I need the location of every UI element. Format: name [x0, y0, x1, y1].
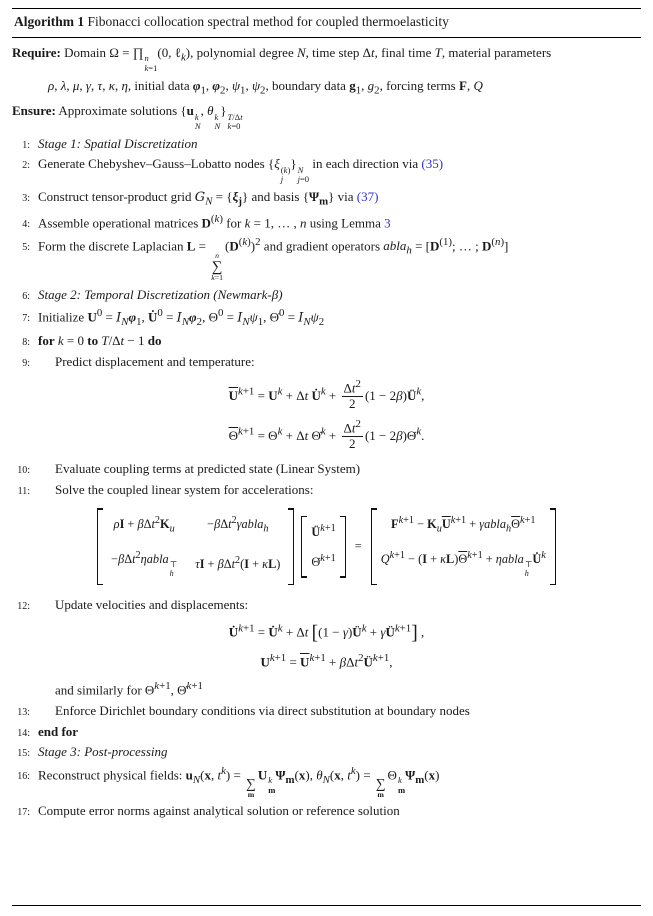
step-text: Reconstruct physical fields: $u_N(x$, $t^k$) = ∑ m U k m $\Psi_m(x)$, $\theta_N(x$, $t^k$) = ∑ m Θ k m $\Psi_m(x)$ — [38, 764, 440, 800]
lemma-ref-3[interactable]: 3 — [384, 215, 391, 231]
equation-linear-system — [12, 508, 641, 585]
followup-text: and similarly for $\Theta^{k+1}$, Θ̇$^{k+1}$ — [55, 680, 203, 698]
vector-cell-2: Θ̈$^{k+1}$ — [311, 553, 336, 570]
ensure-keyword: Ensure: — [12, 103, 56, 119]
line-number: 15: — [17, 748, 30, 760]
left-bracket — [371, 508, 376, 585]
require-keyword: Require: — [12, 44, 61, 60]
matrix-cell-12: −βΔt$^2$γabla$_h$ — [207, 515, 269, 535]
step-5 — [12, 236, 641, 283]
algorithm-title: Fibonacci collocation spectral method for coupled thermoelasticity — [87, 14, 449, 29]
line-number: 7: — [22, 313, 30, 325]
rhs-vector — [371, 508, 556, 585]
step-9 — [12, 354, 641, 371]
equation-update-line1: U̇$^{k+1}$ = U̇$^k$ + Δt [$(1 - \gamma)Ü^k$ + $\gamma Ü^{k+1}$] , — [228, 621, 425, 644]
step-text: end for — [38, 723, 79, 739]
line-number: 10: — [17, 465, 30, 477]
step-11 — [12, 482, 641, 499]
matrix-cell-11: $\rho I + \beta\Delta t^2K_u$ — [113, 515, 175, 535]
line-number: 4: — [22, 219, 30, 231]
update-followup — [12, 680, 641, 699]
line-number: 6: — [22, 290, 30, 302]
line-number: 8: — [22, 337, 30, 349]
step-text: Stage 1: Spatial Discretization — [38, 135, 198, 151]
step-15 — [12, 744, 641, 761]
line-number: 5: — [22, 242, 30, 254]
rhs-cell-1: $F^{k+1} - K_u\overline{U}^{k+1}$ + $\gamma abla_h\overline{\Theta}^{k+1}$ — [391, 515, 536, 535]
rhs-cell-2: $Q^{k+1} - (I + \kappa L)\overline{\Theta}^{k+1}$ + ηabla ⊤ h U̇$^k$ — [380, 549, 546, 578]
step-text: Evaluate coupling terms at predicted state (Linear System) — [55, 461, 361, 477]
left-bracket — [301, 516, 306, 578]
step-6 — [12, 287, 641, 304]
step-text: Stage 3: Post-processing — [38, 744, 168, 760]
step-12 — [12, 597, 641, 614]
right-bracket — [289, 508, 294, 585]
step-text: Update velocities and displacements: — [55, 597, 249, 613]
equation-predictor-line1: $\overline{U}^{k+1} = U^k + \Delta t$ U̇$^k$ + $\frac{\Delta t^2}{2}$ $(1 - 2\beta)Ü^k$, — [228, 378, 425, 412]
step-text: Form the discrete Laplacian L = n ∑ k=1 $(D^{(k)})^2$ and gradient operators abla$_h$ = [$D^{(1)}$; … ; $D^{(n)}$] — [38, 235, 509, 283]
step-text: Construct tensor-product grid $G_N = \{\xi_j\}$ and basis $\{\Psi_m\}$ via (37) — [38, 188, 379, 208]
step-text: Stage 2: Temporal Discretization (Newmark-β) — [38, 286, 283, 302]
line-number: 14: — [17, 727, 30, 739]
matrix-cell-22: τI + βΔt$^2$(I + κL) — [195, 555, 281, 572]
step-17 — [12, 803, 641, 820]
step-text: Assemble operational matrices $D^{(k)}$ for k = 1, … , n using Lemma 3 — [38, 213, 391, 231]
line-number: 12: — [17, 601, 30, 613]
step-1 — [12, 136, 641, 153]
step-7 — [12, 307, 641, 329]
ensure-text: Approximate solutions {u k N , θ k N } T/Δt k=0 — [58, 103, 243, 132]
step-text: Compute error norms against analytical solution or reference solution — [38, 803, 400, 819]
step-3 — [12, 189, 641, 209]
step-text: for k = 0 to T/Δt − 1 do — [38, 333, 162, 349]
line-number: 3: — [22, 192, 30, 204]
algorithm-body — [12, 38, 641, 824]
step-text: Generate Chebyshev–Gauss–Lobatto nodes {ξ (k) j } N j=0 in each direction via (35) — [38, 156, 444, 185]
line-number: 2: — [22, 160, 30, 172]
require-text: Domain Ω = ∏ n k=1 (0, ℓ$_k$), polynomial degree N, time step Δt, final time T, material parameters — [64, 44, 552, 73]
vector-cell-1: $Ü^{k+1}$ — [311, 522, 336, 539]
matrix-cell-21: −βΔt$^2$ηabla ⊤ h — [111, 549, 178, 578]
step-2 — [12, 156, 641, 184]
step-14 — [12, 724, 641, 741]
bottom-rule — [12, 905, 641, 906]
step-4 — [12, 213, 641, 232]
equation-predictor — [12, 378, 641, 451]
equation-predictor-line2: $\overline{\Theta}^{k+1} = \Theta^k + \Delta t$ Θ̇$^k$ + $\frac{\Delta t^2}{2}$ (1 − 2β)Θ̈$^k$. — [228, 417, 425, 451]
equals-sign: = — [354, 538, 362, 553]
line-number: 11: — [17, 485, 30, 497]
coefficient-matrix — [97, 508, 294, 585]
require-line — [12, 45, 641, 73]
line-number: 16: — [17, 770, 30, 782]
step-text: Enforce Dirichlet boundary conditions via direct substitution at boundary nodes — [55, 703, 470, 719]
eq-ref-35[interactable]: (35) — [421, 156, 444, 172]
step-text: Initialize $U^0 = I_N\varphi_1$, U̇$^0$ = $I_N\varphi_2$, $\Theta^0 = I_N\psi_1$, Θ̇$^0$ = $I_N\psi_2$ — [38, 307, 325, 328]
require-continuation: ρ, λ, μ, γ, τ, κ, η, initial data $\varphi_1$, $\varphi_2$, $\psi_1$, $\psi_2$, boundary data $g_1$, $g_2$, forcing terms F, Q — [48, 78, 483, 97]
line-number: 17: — [17, 807, 30, 819]
unknown-vector — [301, 516, 345, 578]
line-number: 9: — [22, 357, 30, 369]
equation-update — [12, 622, 641, 671]
right-bracket — [551, 508, 556, 585]
step-text: Solve the coupled linear system for accelerations: — [55, 481, 314, 497]
eq-ref-37[interactable]: (37) — [356, 188, 379, 204]
equation-update-line2: $U^{k+1} = \overline{U}^{k+1}$ + $\beta\Delta t^2Ü^{k+1}$, — [260, 651, 393, 670]
step-16 — [12, 765, 641, 800]
algorithm-label: Algorithm 1 — [14, 14, 85, 29]
line-number: 1: — [22, 139, 30, 151]
step-10 — [12, 461, 641, 478]
left-bracket — [97, 508, 102, 585]
step-13 — [12, 703, 641, 720]
ensure-line — [12, 103, 641, 131]
step-8 — [12, 333, 641, 350]
step-text: Predict displacement and temperature: — [55, 353, 255, 369]
line-number: 13: — [17, 707, 30, 719]
right-bracket — [341, 516, 346, 578]
algorithm-caption — [12, 9, 641, 37]
